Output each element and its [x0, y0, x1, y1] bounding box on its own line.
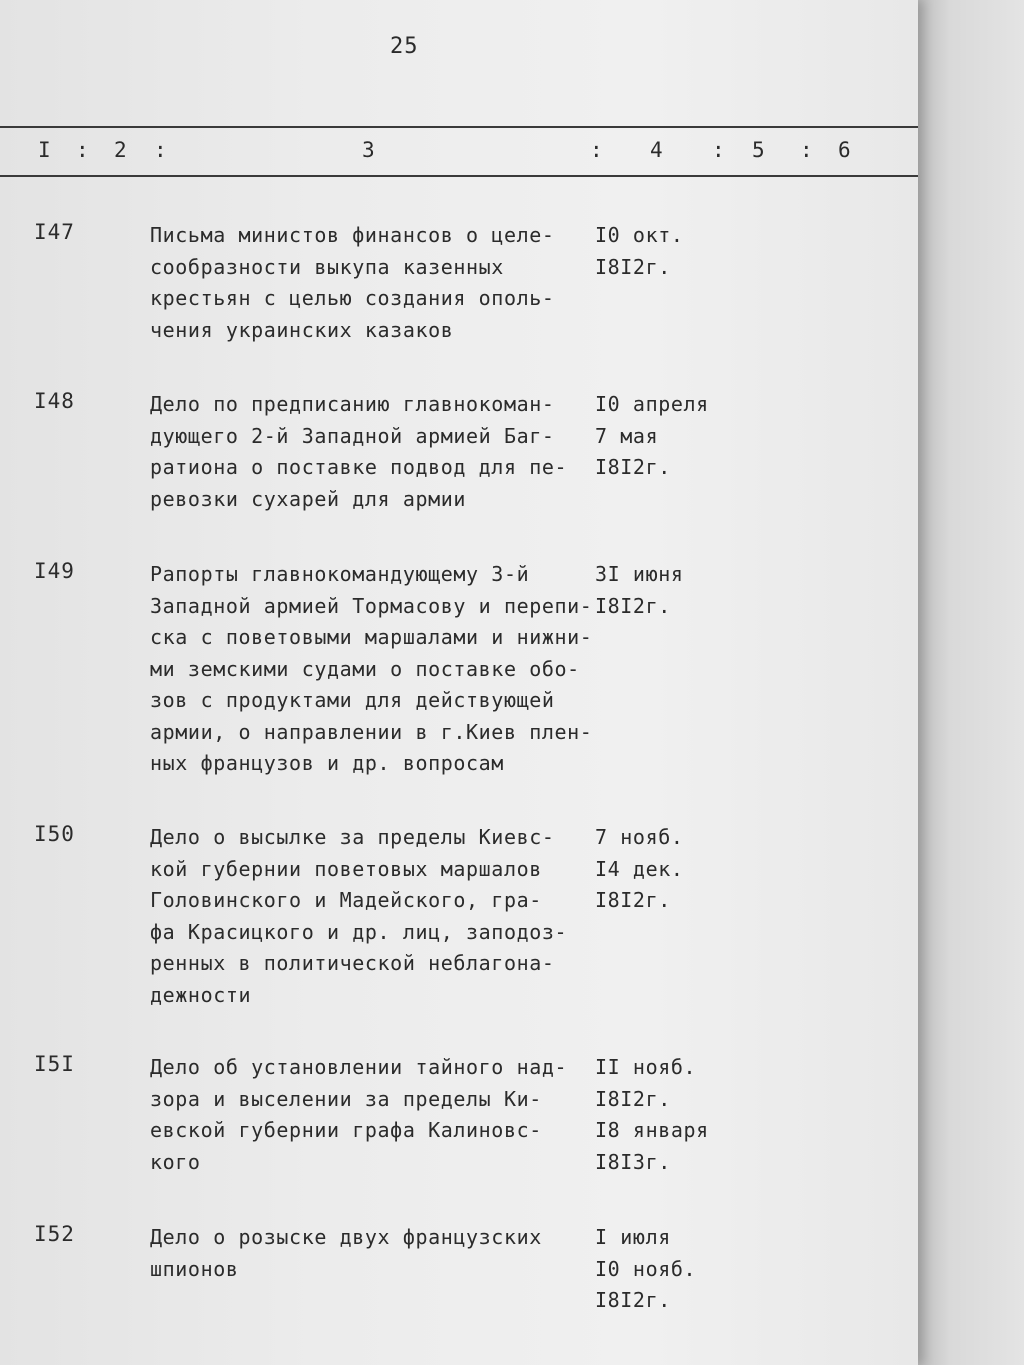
header-col-5: 5 [752, 138, 765, 162]
entry-title-line: ратиона о поставке подвод для пе- [150, 455, 568, 479]
entry-title-line: евской губернии графа Калиновс- [150, 1118, 542, 1142]
entry-date-line: I июля [595, 1225, 671, 1249]
entry-title-line: ренных в политической неблагона- [150, 951, 555, 975]
entry-title-line: зора и выселении за пределы Ки- [150, 1086, 542, 1111]
adjacent-page-edge [918, 0, 1024, 1365]
entry-date-line: 7 мая [595, 423, 659, 448]
header-separator: : [712, 138, 725, 162]
entry-title-line: ных французов и др. вопросам [150, 751, 504, 775]
entry-date-line: I4 дек. [595, 856, 684, 881]
entry-title [150, 559, 593, 780]
entry-dates [595, 559, 745, 622]
entry-title-line: кой губернии поветовых маршалов [150, 856, 542, 881]
entry-title-line: кого [150, 1149, 201, 1174]
header-col-2: 2 [114, 138, 127, 162]
entry-title-line: фа Красицкого и др. лиц, заподоз- [150, 919, 568, 944]
header-col-6: 6 [838, 138, 851, 162]
entry-title-line: ска с поветовыми маршалами и нижни- [150, 625, 593, 649]
entry-title-line: Письма министов финансов о целе- [150, 223, 555, 247]
column-header-row [0, 134, 918, 170]
entry-date-line: I8I2г. [595, 593, 671, 618]
entry-title-line: крестьян с целью создания ополь- [150, 286, 555, 310]
entry-title-line: Западной армией Тормасову и перепи- [150, 593, 593, 618]
entry-date-line: I8I2г. [595, 1288, 671, 1312]
entry-date-line: I0 нояб. [595, 1256, 697, 1281]
entry-title [150, 1052, 590, 1178]
entry-title-line: Рапорты главнокомандующему 3-й [150, 562, 530, 586]
entry-number: I47 [34, 220, 75, 244]
entry-title [150, 220, 590, 346]
entry-title [150, 822, 590, 1011]
entry-title [150, 389, 590, 515]
entry-date-line: I8I2г. [595, 254, 671, 279]
entry-date-line: I0 апреля [595, 392, 709, 416]
header-bottom-rule [0, 175, 918, 177]
entry-date-line: I8I3г. [595, 1149, 671, 1174]
entry-date-line: I8I2г. [595, 455, 671, 479]
entry-title-line: чения украинских казаков [150, 317, 454, 342]
entry-title-line: Дело об установлении тайного над- [150, 1055, 568, 1079]
entry-title-line: Дело по предписанию главнокоман- [150, 392, 555, 416]
entry-title-line: Дело о розыске двух французских [150, 1225, 542, 1249]
entry-date-line: 7 нояб. [595, 825, 684, 849]
entry-title [150, 1222, 590, 1285]
header-col-4: 4 [650, 138, 663, 162]
entry-title-line: Головинского и Мадейского, гра- [150, 888, 542, 912]
entry-date-line: I8 января [595, 1118, 709, 1142]
entry-title-line: дующего 2-й Западной армией Баг- [150, 423, 555, 448]
entry-date-line: I8I2г. [595, 888, 671, 912]
entry-number: I5I [34, 1052, 75, 1076]
entry-date-line: 3I июня [595, 562, 684, 586]
header-separator: : [154, 138, 167, 162]
entry-date-line: II нояб. [595, 1055, 697, 1079]
entry-title-line: ревозки сухарей для армии [150, 486, 467, 511]
entry-number: I48 [34, 389, 75, 413]
entry-dates [595, 389, 745, 484]
entry-title-line: ми земскими судами о поставке обо- [150, 656, 580, 681]
entry-title-line: дежности [150, 982, 252, 1007]
header-separator: : [590, 138, 603, 162]
entry-title-line: шпионов [150, 1256, 239, 1281]
entry-dates [595, 1052, 745, 1178]
entry-date-line: I0 окт. [595, 223, 684, 247]
header-col-3: 3 [362, 138, 375, 162]
entry-number: I52 [34, 1222, 75, 1246]
entry-title-line: Дело о высылке за пределы Киевс- [150, 825, 555, 849]
header-separator: : [800, 138, 813, 162]
entry-date-line: I8I2г. [595, 1086, 671, 1111]
entry-dates [595, 822, 745, 917]
entry-title-line: сообразности выкупа казенных [150, 254, 504, 279]
header-top-rule [0, 126, 918, 128]
entry-title-line: армии, о направлении в г.Киев плен- [150, 719, 593, 744]
header-separator: : [76, 138, 89, 162]
entry-title-line: зов с продуктами для действующей [150, 688, 555, 712]
page-number: 25 [390, 34, 419, 59]
entry-number: I49 [34, 559, 75, 583]
entry-dates [595, 220, 745, 283]
entry-number: I50 [34, 822, 75, 846]
header-col-1: I [38, 138, 51, 162]
entry-dates [595, 1222, 745, 1317]
